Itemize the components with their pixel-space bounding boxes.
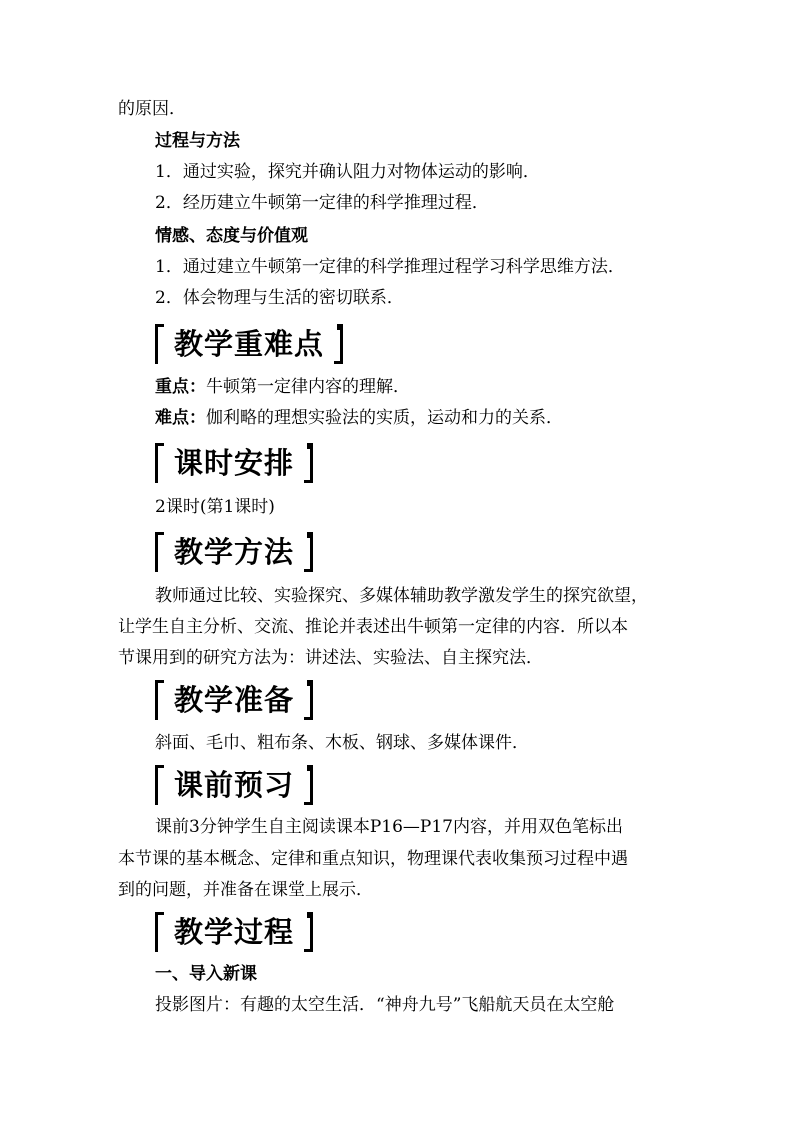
text-line: 2．体会物理与生活的密切联系．: [155, 288, 404, 308]
section-header-process: [155, 912, 313, 952]
section-title: 教学方法: [174, 535, 295, 569]
left-bracket-icon: [155, 680, 172, 720]
hard-point-line: [155, 407, 563, 429]
section-title: 课前预习: [174, 768, 295, 802]
schedule-text: 2课时(第1课时): [155, 497, 275, 517]
left-bracket-icon: [155, 532, 172, 572]
method-line: 节课用到的研究方法为：讲述法、实验法、自主探究法．: [118, 648, 543, 668]
section-header-prep: [155, 680, 313, 720]
left-bracket-icon: [155, 443, 172, 483]
right-bracket-icon: [296, 912, 313, 952]
text-line: 2．经历建立牛顿第一定律的科学推理过程．: [155, 193, 489, 213]
section-title: 教学准备: [174, 683, 295, 717]
preview-line: 本节课的基本概念、定律和重点知识，物理课代表收集预习过程中遇: [118, 849, 628, 869]
section-header-preview: [155, 765, 313, 805]
hard-point-text: 伽利略的理想实验法的实质，运动和力的关系．: [206, 408, 563, 428]
section-title: 教学过程: [174, 915, 295, 949]
section-header-difficulty: [155, 324, 343, 364]
key-point-label: 重点：: [155, 377, 206, 397]
key-point-line: [155, 376, 410, 398]
section-title: 教学重难点: [174, 327, 325, 361]
right-bracket-icon: [296, 765, 313, 805]
right-bracket-icon: [296, 443, 313, 483]
prep-text: 斜面、毛巾、粗布条、木板、钢球、多媒体课件．: [155, 733, 529, 753]
section-title: 课时安排: [174, 446, 295, 480]
text-line: 1．通过实验，探究并确认阻力对物体运动的影响．: [155, 162, 540, 182]
preview-line: 课前3分钟学生自主阅读课本P16—P17内容，并用双色笔标出: [155, 817, 623, 837]
right-bracket-icon: [326, 324, 343, 364]
left-bracket-icon: [155, 324, 172, 364]
section-header-method: [155, 532, 313, 572]
key-point-text: 牛顿第一定律内容的理解．: [206, 377, 410, 397]
method-line: 教师通过比较、实验探究、多媒体辅助教学激发学生的探究欲望，: [155, 586, 648, 606]
right-bracket-icon: [296, 532, 313, 572]
text-line: 1．通过建立牛顿第一定律的科学推理过程学习科学思维方法．: [155, 257, 625, 277]
text-line: 的原因．: [118, 99, 186, 119]
preview-line: 到的问题，并准备在课堂上展示．: [118, 880, 373, 900]
method-line: 让学生自主分析、交流、推论并表述出牛顿第一定律的内容．所以本: [118, 617, 628, 637]
process-line: 投影图片：有趣的太空生活．“神舟九号”飞船航天员在太空舱: [155, 995, 615, 1015]
hard-point-label: 难点：: [155, 408, 206, 428]
process-subheading: 一、导入新课: [155, 964, 257, 984]
subheading-process-method: 过程与方法: [155, 131, 240, 151]
right-bracket-icon: [296, 680, 313, 720]
left-bracket-icon: [155, 912, 172, 952]
subheading-emotion: 情感、态度与价值观: [155, 226, 308, 246]
section-header-schedule: [155, 443, 313, 483]
left-bracket-icon: [155, 765, 172, 805]
